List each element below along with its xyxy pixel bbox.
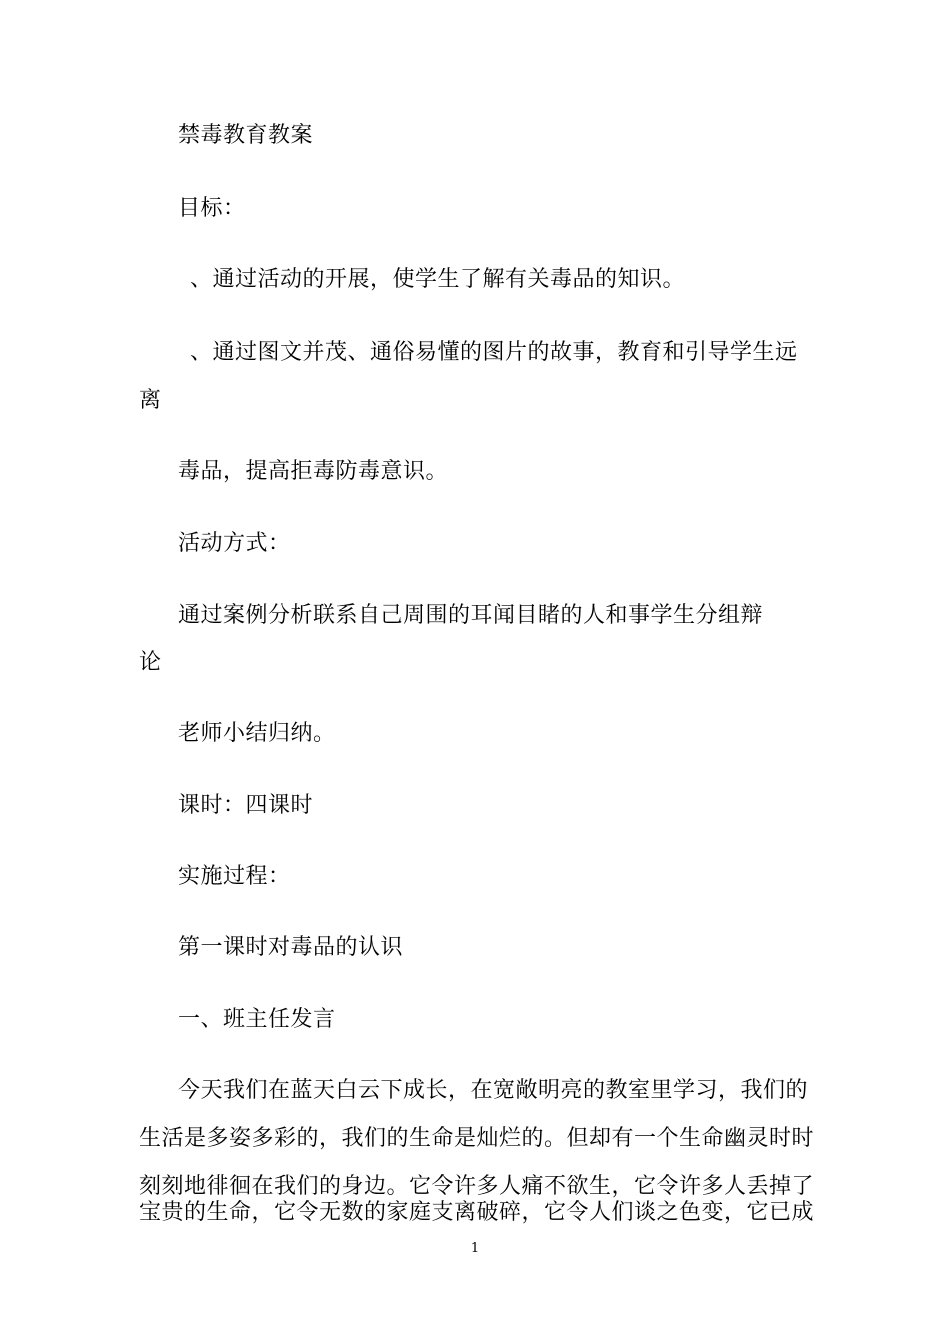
goal-item-2-line-1: 、通过图文并茂、通俗易懂的图片的故事，教育和引导学生远: [190, 340, 798, 365]
page-number: 1: [470, 1241, 480, 1256]
document-title: 禁毒教育教案: [178, 123, 314, 148]
goal-item-2-line-2: 离: [139, 388, 162, 413]
method-line-1: 通过案例分析联系自己周围的耳闻目睹的人和事学生分组辩: [178, 603, 764, 628]
method-label: 活动方式：: [178, 531, 291, 556]
section-1-title: 一、班主任发言: [178, 1007, 336, 1032]
goal-item-2-line-3: 毒品，提高拒毒防毒意识。: [178, 459, 449, 484]
paragraph-line-1: 今天我们在蓝天白云下成长，在宽敞明亮的教室里学习，我们的: [178, 1078, 809, 1103]
lesson-1-title: 第一课时对毒品的认识: [178, 935, 404, 960]
periods-line: 课时：四课时: [178, 793, 314, 818]
paragraph-line-3: 刻刻地徘徊在我们的身边。它令许多人痛不欲生，它令许多人丢掉了: [139, 1174, 815, 1199]
paragraph-line-2: 生活是多姿多彩的，我们的生命是灿烂的。但却有一个生命幽灵时时: [139, 1126, 815, 1151]
summary-line: 老师小结归纳。: [178, 721, 336, 746]
method-line-2: 论: [139, 650, 162, 675]
paragraph-line-4: 宝贵的生命，它令无数的家庭支离破碎，它令人们谈之色变，它已成: [139, 1200, 815, 1225]
process-label: 实施过程：: [178, 864, 291, 889]
goal-item-1: 、通过活动的开展，使学生了解有关毒品的知识。: [190, 267, 686, 292]
goals-label: 目标：: [178, 196, 246, 221]
